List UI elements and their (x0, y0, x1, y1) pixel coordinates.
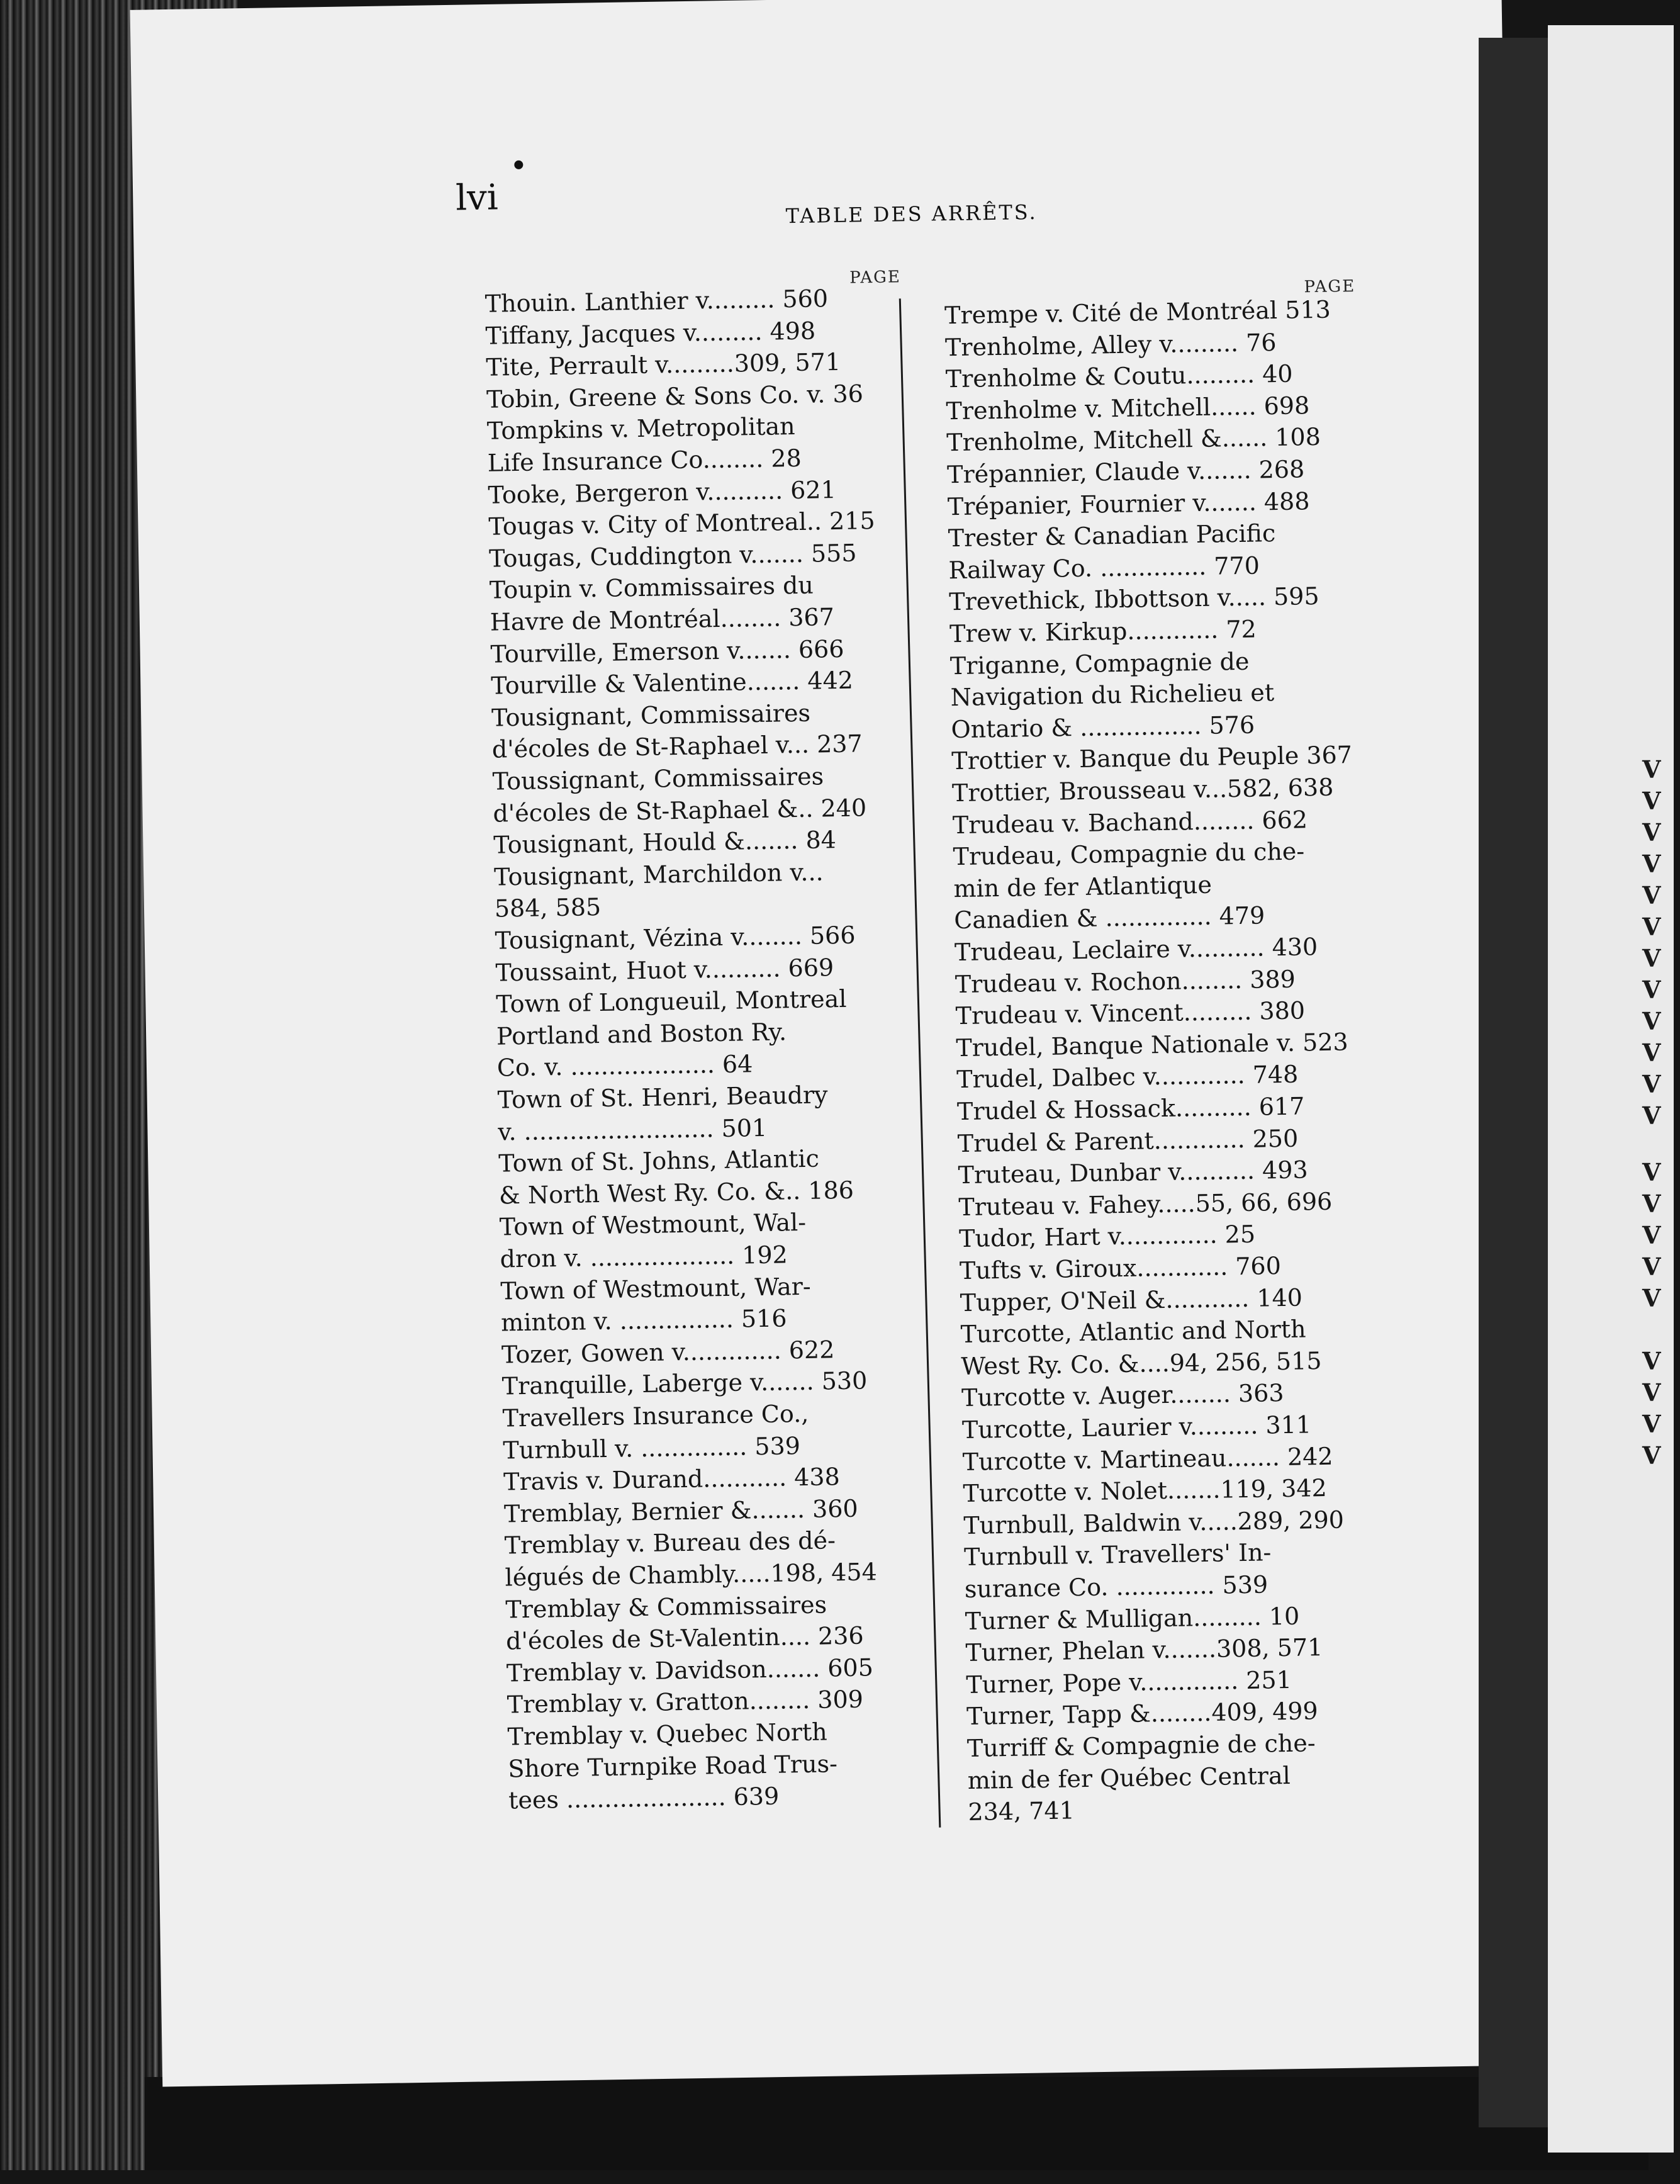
index-entry-line: dron v. ................... 192 (500, 1241, 788, 1273)
facing-page-letter: V (1642, 1190, 1661, 1218)
index-entry-line: Turcotte v. Nolet.......119, 342 (963, 1474, 1328, 1508)
index-entry-line: minton v. ............... 516 (500, 1304, 787, 1337)
facing-page-letter: V (1642, 1410, 1661, 1438)
index-entry-line: min de fer Atlantique (953, 870, 1212, 903)
index-entry-line: Trudeau, Leclaire v.......... 430 (954, 933, 1318, 967)
index-entry-line: Havre de Montréal........ 367 (490, 603, 835, 636)
index-entry-line: Triganne, Compagnie de (949, 647, 1250, 680)
index-entry-line: Town of Westmount, War- (500, 1272, 812, 1305)
facing-page-letter: V (1642, 1252, 1661, 1281)
index-entry-line: Truteau v. Fahey.....55, 66, 696 (958, 1187, 1333, 1221)
index-entry-line: Tremblay, Bernier &....... 360 (503, 1494, 858, 1528)
facing-page-letter: V (1642, 881, 1661, 909)
facing-page-letter: V (1642, 787, 1661, 815)
page-number: lvi (455, 177, 499, 219)
index-entry-line: Tousignant, Vézina v........ 566 (495, 921, 856, 955)
facing-page-letter: V (1642, 944, 1661, 972)
facing-page-letter: V (1642, 755, 1661, 784)
index-entry-line: Tudor, Hart v............. 25 (958, 1220, 1256, 1253)
index-entry-line: Tremblay v. Quebec North (507, 1718, 828, 1751)
facing-page-letter: V (1642, 1158, 1661, 1186)
index-entry-line: Tobin, Greene & Sons Co. v. 36 (486, 380, 864, 414)
index-entry-line: Turriff & Compagnie de che- (966, 1729, 1316, 1762)
index-entry-line: Turnbull, Baldwin v.....289, 290 (963, 1506, 1345, 1539)
index-entry-line: Turcotte v. Auger........ 363 (961, 1379, 1284, 1412)
index-entry-line: Trevethick, Ibbottson v..... 595 (948, 582, 1319, 616)
index-entry-line: Tremblay v. Davidson....... 605 (506, 1653, 874, 1687)
index-entry-line: Tompkins v. Metropolitan (486, 412, 795, 446)
index-entry-line: Trudel & Parent............ 250 (957, 1124, 1299, 1157)
facing-page-letter: V (1642, 1039, 1661, 1067)
index-entry-line: Town of Westmount, Wal- (499, 1208, 807, 1241)
index-entry-line: Trudel, Dalbec v............ 748 (956, 1060, 1299, 1094)
index-entry-line: Tupper, O'Neil &........... 140 (960, 1283, 1303, 1317)
index-entry-line: Trudel & Hossack.......... 617 (956, 1092, 1305, 1126)
index-entry-line: Trépanier, Fournier v....... 488 (947, 487, 1310, 521)
facing-page-letter: V (1642, 1070, 1661, 1098)
index-entry-line: d'écoles de St-Raphael &.. 240 (493, 793, 867, 828)
facing-page-letter: V (1642, 1101, 1661, 1130)
index-entry-line: légués de Chambly.....198, 454 (505, 1558, 878, 1592)
index-entry-line: 234, 741 (968, 1796, 1075, 1827)
index-entry-line: Tremblay v. Gratton........ 309 (507, 1685, 864, 1719)
index-entry-line: Turner, Phelan v.......308, 571 (965, 1633, 1323, 1667)
index-entry-line: Trenholme & Coutu......... 40 (945, 359, 1293, 393)
index-entry-line: Trudel, Banque Nationale v. 523 (956, 1028, 1348, 1062)
facing-page-letter: V (1642, 1378, 1661, 1407)
index-entry-line: Trenholme, Mitchell &...... 108 (946, 423, 1321, 457)
index-entry-line: Town of St. Johns, Atlantic (498, 1144, 820, 1178)
index-entry-line: Turnbull v. Travellers' In- (963, 1538, 1272, 1572)
index-entry-line: Tousignant, Marchildon v... (493, 858, 824, 891)
index-entry-line: Trenholme v. Mitchell...... 698 (946, 391, 1310, 425)
index-entry-line: 584, 585 (494, 893, 602, 923)
facing-page-letter: V (1642, 1007, 1661, 1035)
index-entry-line: Shore Turnpike Road Trus- (508, 1749, 838, 1783)
index-entry-line: Railway Co. .............. 770 (948, 551, 1260, 585)
index-entry-line: Trudeau, Compagnie du che- (953, 837, 1305, 871)
index-entry-line: Trempe v. Cité de Montréal 513 (944, 295, 1331, 330)
index-entry-line: Toussaint, Huot v.......... 669 (495, 953, 834, 987)
index-entry-line: & North West Ry. Co. &.. 186 (498, 1176, 854, 1210)
index-entry-line: Turnbull v. .............. 539 (503, 1431, 801, 1465)
index-entry-line: Turcotte v. Martineau....... 242 (962, 1442, 1333, 1476)
facing-page-letter: V (1642, 850, 1661, 878)
index-entry-line: Tremblay v. Bureau des dé- (504, 1526, 836, 1560)
index-entry-line: Tougas v. City of Montreal.. 215 (488, 507, 875, 541)
index-entry-line: min de fer Québec Central (967, 1761, 1291, 1794)
index-entry-line: Trester & Canadian Pacific (948, 519, 1276, 553)
index-entry-line: Turcotte, Atlantic and North (960, 1315, 1306, 1349)
index-entry-line: Trenholme, Alley v......... 76 (944, 328, 1277, 361)
index-entry-line: Toussignant, Commissaires (492, 762, 824, 796)
index-entry-line: Travis v. Durand........... 438 (503, 1463, 841, 1496)
facing-page-letter: V (1642, 1284, 1661, 1312)
index-entry-line: Trottier v. Banque du Peuple 367 (951, 741, 1353, 775)
index-entry-line: Canadien & .............. 479 (953, 901, 1265, 935)
index-entry-line: Thouin. Lanthier v......... 560 (484, 284, 829, 318)
index-entry-line: Navigation du Richelieu et (950, 678, 1275, 712)
index-entry-line: Tourville & Valentine....... 442 (490, 666, 854, 700)
index-entry-line: Turner, Pope v............. 251 (966, 1665, 1292, 1699)
index-entry-line: Turner & Mulligan......... 10 (965, 1602, 1300, 1635)
facing-page-letter: V (1642, 818, 1661, 847)
index-entry-line: Tourville, Emerson v....... 666 (490, 634, 844, 668)
index-entry-line: Life Insurance Co........ 28 (487, 444, 802, 477)
index-entry-line: Town of St. Henri, Beaudry (497, 1081, 828, 1114)
index-entry-line: Toupin v. Commissaires du (489, 571, 814, 605)
index-entry-line: v. ......................... 501 (498, 1113, 768, 1146)
index-entry-line: Town of Longueuil, Montreal (495, 985, 847, 1018)
facing-page-letter: V (1642, 976, 1661, 1004)
right-column-page-heading: PAGE (1304, 277, 1356, 297)
index-entry-line: Trudeau v. Bachand........ 662 (952, 805, 1308, 839)
index-entry-line: Truteau, Dunbar v.......... 493 (958, 1156, 1308, 1190)
index-entry-line: surance Co. ............. 539 (964, 1570, 1268, 1604)
index-entry-line: Turner, Tapp &........409, 499 (966, 1697, 1318, 1731)
running-title: TABLE DES ARRÊTS. (785, 200, 1038, 228)
facing-page-letter: V (1642, 1347, 1661, 1375)
index-entry-line: Trudeau v. Vincent......... 380 (955, 996, 1306, 1030)
index-entry-line: d'écoles de St-Raphael v... 237 (491, 729, 863, 764)
index-entry-line: Tozer, Gowen v............. 622 (501, 1336, 835, 1369)
index-entry-line: Trudeau v. Rochon........ 389 (955, 965, 1296, 998)
column-divider (899, 298, 941, 1827)
facing-page-letter: V (1642, 913, 1661, 941)
index-entry-line: tees ..................... 639 (508, 1782, 780, 1815)
index-entry-line: Tooke, Bergeron v.......... 621 (488, 475, 837, 509)
index-entry-line: Tousignant, Commissaires (491, 699, 811, 732)
index-entry-line: Tousignant, Hould &....... 84 (493, 826, 837, 859)
facing-page-letter: V (1642, 1441, 1661, 1470)
index-entry-line: Travellers Insurance Co., (502, 1399, 809, 1433)
index-entry-line: d'écoles de St-Valentin.... 236 (505, 1621, 864, 1655)
index-entry-line: Tiffany, Jacques v......... 498 (485, 317, 816, 350)
index-entry-line: Co. v. ................... 64 (496, 1050, 753, 1082)
index-entry-line: Turcotte, Laurier v......... 311 (961, 1410, 1312, 1444)
index-entry-line: Portland and Boston Ry. (496, 1018, 787, 1050)
index-entry-line: Tufts v. Giroux............ 760 (959, 1252, 1282, 1285)
index-entry-line: West Ry. Co. &....94, 256, 515 (961, 1346, 1322, 1380)
index-entry-line: Trottier, Brousseau v...582, 638 (951, 773, 1334, 808)
facing-page-letter: V (1642, 1221, 1661, 1249)
index-entry-line: Trépannier, Claude v....... 268 (946, 455, 1305, 489)
index-entry-line: Tremblay & Commissaires (505, 1590, 827, 1624)
index-entry-line: Tite, Perrault v.........309, 571 (486, 348, 841, 381)
index-entry-line: Tranquille, Laberge v....... 530 (501, 1366, 868, 1400)
index-entry-line: Trew v. Kirkup............ 72 (949, 615, 1257, 648)
index-entry-line: Tougas, Cuddington v....... 555 (488, 539, 857, 573)
ink-dot (514, 160, 523, 169)
index-entry-line: Ontario & ................ 576 (951, 711, 1255, 743)
left-column-page-heading: PAGE (849, 267, 902, 288)
